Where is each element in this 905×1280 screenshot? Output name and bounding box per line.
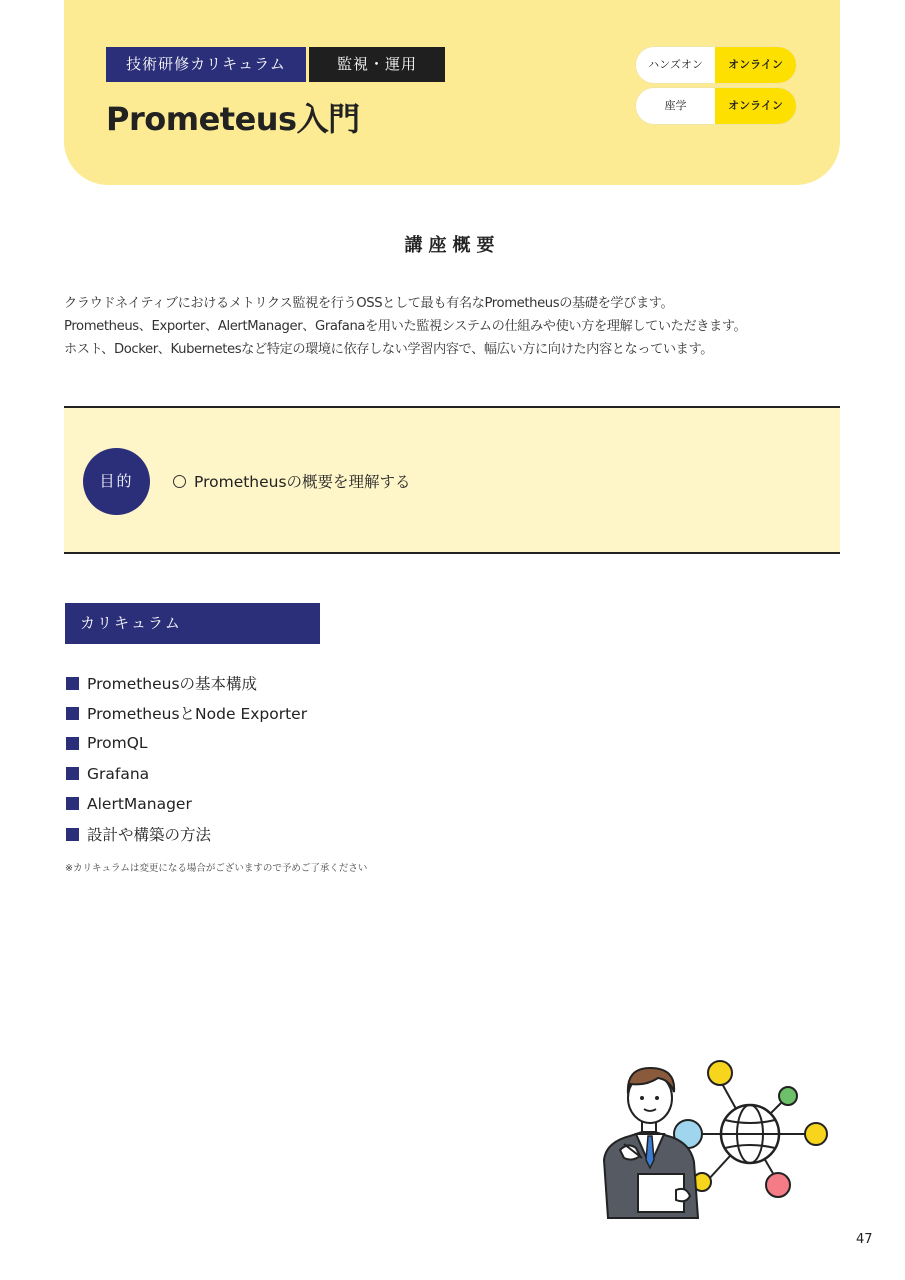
purpose-item — [173, 470, 411, 492]
list-item — [66, 789, 307, 819]
businessman-network-icon — [590, 1050, 840, 1225]
format-type: 座学 — [636, 88, 715, 124]
list-item-text: PromQL — [87, 734, 148, 753]
square-bullet-icon — [66, 707, 79, 720]
list-item-text: Prometheusの基本構成 — [87, 675, 258, 694]
circle-bullet-icon — [173, 475, 186, 488]
list-item — [66, 819, 307, 849]
list-item-text: AlertManager — [87, 794, 192, 813]
overview-line: Prometheus、Exporter、AlertManager、Grafanaを用いた監視システムの仕組みや使い方を理解していただきます。 — [64, 319, 747, 334]
format-mode: オンライン — [715, 47, 796, 83]
list-item-text: PrometheusとNode Exporter — [87, 705, 308, 724]
list-item — [66, 698, 307, 728]
purpose-box — [64, 406, 840, 554]
curriculum-note: ※カリキュラムは変更になる場合がございますので予めご了承ください — [65, 863, 368, 874]
format-pill-lecture — [636, 88, 796, 124]
format-pill-handson — [636, 47, 796, 83]
square-bullet-icon — [66, 767, 79, 780]
format-mode: オンライン — [715, 88, 796, 124]
curriculum-heading: カリキュラム — [65, 603, 320, 644]
square-bullet-icon — [66, 737, 79, 750]
subcategory-tag: 監視・運用 — [309, 47, 445, 82]
list-item-text: 設計や構築の方法 — [87, 826, 212, 845]
list-item — [66, 759, 307, 789]
page-title: Prometeus入門 — [106, 100, 360, 138]
category-tag: 技術研修カリキュラム — [106, 47, 306, 82]
overview-text — [64, 292, 844, 361]
page-number: 47 — [856, 1232, 873, 1247]
purpose-item-text: Prometheusの概要を理解する — [194, 473, 411, 491]
square-bullet-icon — [66, 797, 79, 810]
overview-heading: 講座概要 — [404, 235, 501, 256]
square-bullet-icon — [66, 828, 79, 841]
purpose-badge: 目的 — [83, 448, 150, 515]
square-bullet-icon — [66, 677, 79, 690]
list-item — [66, 668, 307, 698]
overview-line: ホスト、Docker、Kubernetesなど特定の環境に依存しない学習内容で、幅広い方に向けた内容となっています。 — [64, 342, 713, 357]
curriculum-list — [66, 668, 307, 849]
list-item-text: Grafana — [87, 764, 150, 783]
overview-line: クラウドネイティブにおけるメトリクス監視を行うOSSとして最も有名なPrometheusの基礎を学びます。 — [64, 296, 674, 311]
list-item — [66, 728, 307, 758]
format-type: ハンズオン — [636, 47, 715, 83]
